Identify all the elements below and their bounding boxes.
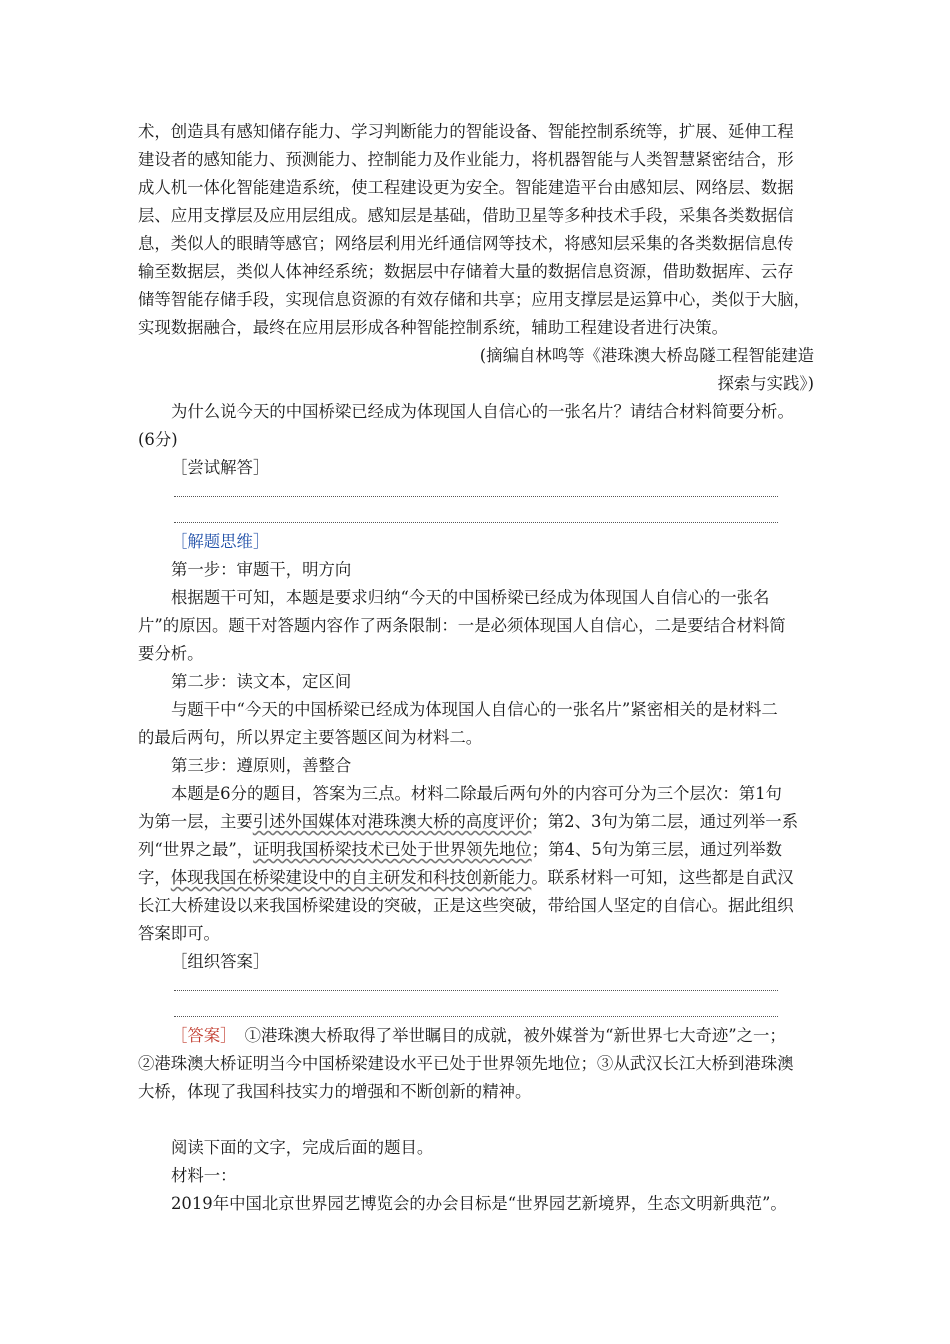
step3-text: 列“世界之最”，证明我国桥梁技术已处于世界领先地位；第4、5句为第三层，通过列举数 [138, 840, 783, 859]
answer-first-line: ［答案］ ①港珠澳大桥取得了举世瞩目的成就，被外媒誉为“新世界七大奇迹”之一； [171, 1026, 786, 1045]
step3-text: 本题是6分的题目，答案为三点。材料二除最后两句外的内容可分为三个层次：第1句 [171, 784, 782, 803]
question-text: 为什么说今天的中国桥梁已经成为体现国人自信心的一张名片？请结合材料简要分析。 [171, 402, 794, 421]
step3-text: 答案即可。 [138, 924, 220, 943]
question-score: (6分) [138, 430, 178, 449]
passage-line: 层、应用支撑层及应用层组成。感知层是基础，借助卫星等多种技术手段，采集各类数据信 [138, 206, 794, 225]
step3-text: 为第一层，主要引述外国媒体对港珠澳大桥的高度评价；第2、3句为第二层，通过列举一系 [138, 812, 799, 831]
step3-text: 长江大桥建设以来我国桥梁建设的突破，正是这些突破，带给国人坚定的自信心。据此组织 [138, 896, 794, 915]
step2-text: 的最后两句，所以界定主要答题区间为材料二。 [138, 728, 483, 747]
step2-title: 第二步：读文本，定区间 [171, 672, 352, 691]
try-answer-label: ［尝试解答］ [171, 458, 270, 477]
passage-line: 建设者的感知能力、预测能力、控制能力及作业能力，将机器智能与人类智慧紧密结合，形 [138, 150, 794, 169]
step3-text: 字，体现我国在桥梁建设中的自主研发和科技创新能力。联系材料一可知，这些都是自武汉 [138, 868, 794, 887]
material-text: 2019年中国北京世界园艺博览会的办会目标是“世界园艺新境界，生态文明新典范”。 [171, 1194, 787, 1213]
step1-text: 片”的原因。题干对答题内容作了两条限制：一是必须体现国人自信心，二是要结合材料简 [138, 616, 786, 635]
step2-text: 与题干中“今天的中国桥梁已经成为体现国人自信心的一张名片”紧密相关的是材料二 [171, 700, 778, 719]
source-citation: 探索与实践》) [717, 374, 814, 393]
step1-title: 第一步：审题干，明方向 [171, 560, 352, 579]
answer-label: ［答案］ [171, 1026, 237, 1045]
key-point-underline: 体现我国在桥梁建设中的自主研发和科技创新能力 [170, 868, 532, 887]
answer-text: ②港珠澳大桥证明当今中国桥梁建设水平已处于世界领先地位；③从武汉长江大桥到港珠澳 [138, 1054, 794, 1073]
step3-title: 第三步：遵原则，善整合 [171, 756, 352, 775]
step1-text: 要分析。 [138, 644, 204, 663]
step1-text: 根据题干可知，本题是要求归纳“今天的中国桥梁已经成为体现国人自信心的一张名 [171, 588, 770, 607]
passage-line: 储等智能存储手段，实现信息资源的有效存储和共享；应用支撑层是运算中心，类似于大脑， [138, 290, 811, 309]
key-point-underline: 证明我国桥梁技术已处于世界领先地位 [253, 840, 532, 859]
material-label: 材料一： [171, 1166, 237, 1185]
answer-text: 大桥，体现了我国科技实力的增强和不断创新的精神。 [138, 1082, 532, 1101]
passage-line: 术，创造具有感知储存能力、学习判断能力的智能设备、智能控制系统等，扩展、延伸工程 [138, 122, 794, 141]
thinking-label: ［解题思维］ [171, 532, 270, 551]
passage-line: 息，类似人的眼睛等感官；网络层利用光纤通信网等技术，将感知层采集的各类数据信息传 [138, 234, 794, 253]
document-page [138, 118, 814, 1218]
organize-answer-label: ［组织答案］ [171, 952, 270, 971]
source-citation: (摘编自林鸣等《港珠澳大桥岛隧工程智能建造 [479, 346, 814, 365]
passage [138, 118, 814, 398]
next-instruction: 阅读下面的文字，完成后面的题目。 [171, 1138, 434, 1157]
passage-line: 实现数据融合，最终在应用层形成各种智能控制系统，辅助工程建设者进行决策。 [138, 318, 729, 337]
key-point-underline: 引述外国媒体对港珠澳大桥的高度评价 [252, 812, 532, 831]
passage-line: 输至数据层，类似人体神经系统；数据层中存储着大量的数据信息资源，借助数据库、云存 [138, 262, 794, 281]
passage-line: 成人机一体化智能建造系统，使工程建设更为安全。智能建造平台由感知层、网络层、数据 [138, 178, 794, 197]
